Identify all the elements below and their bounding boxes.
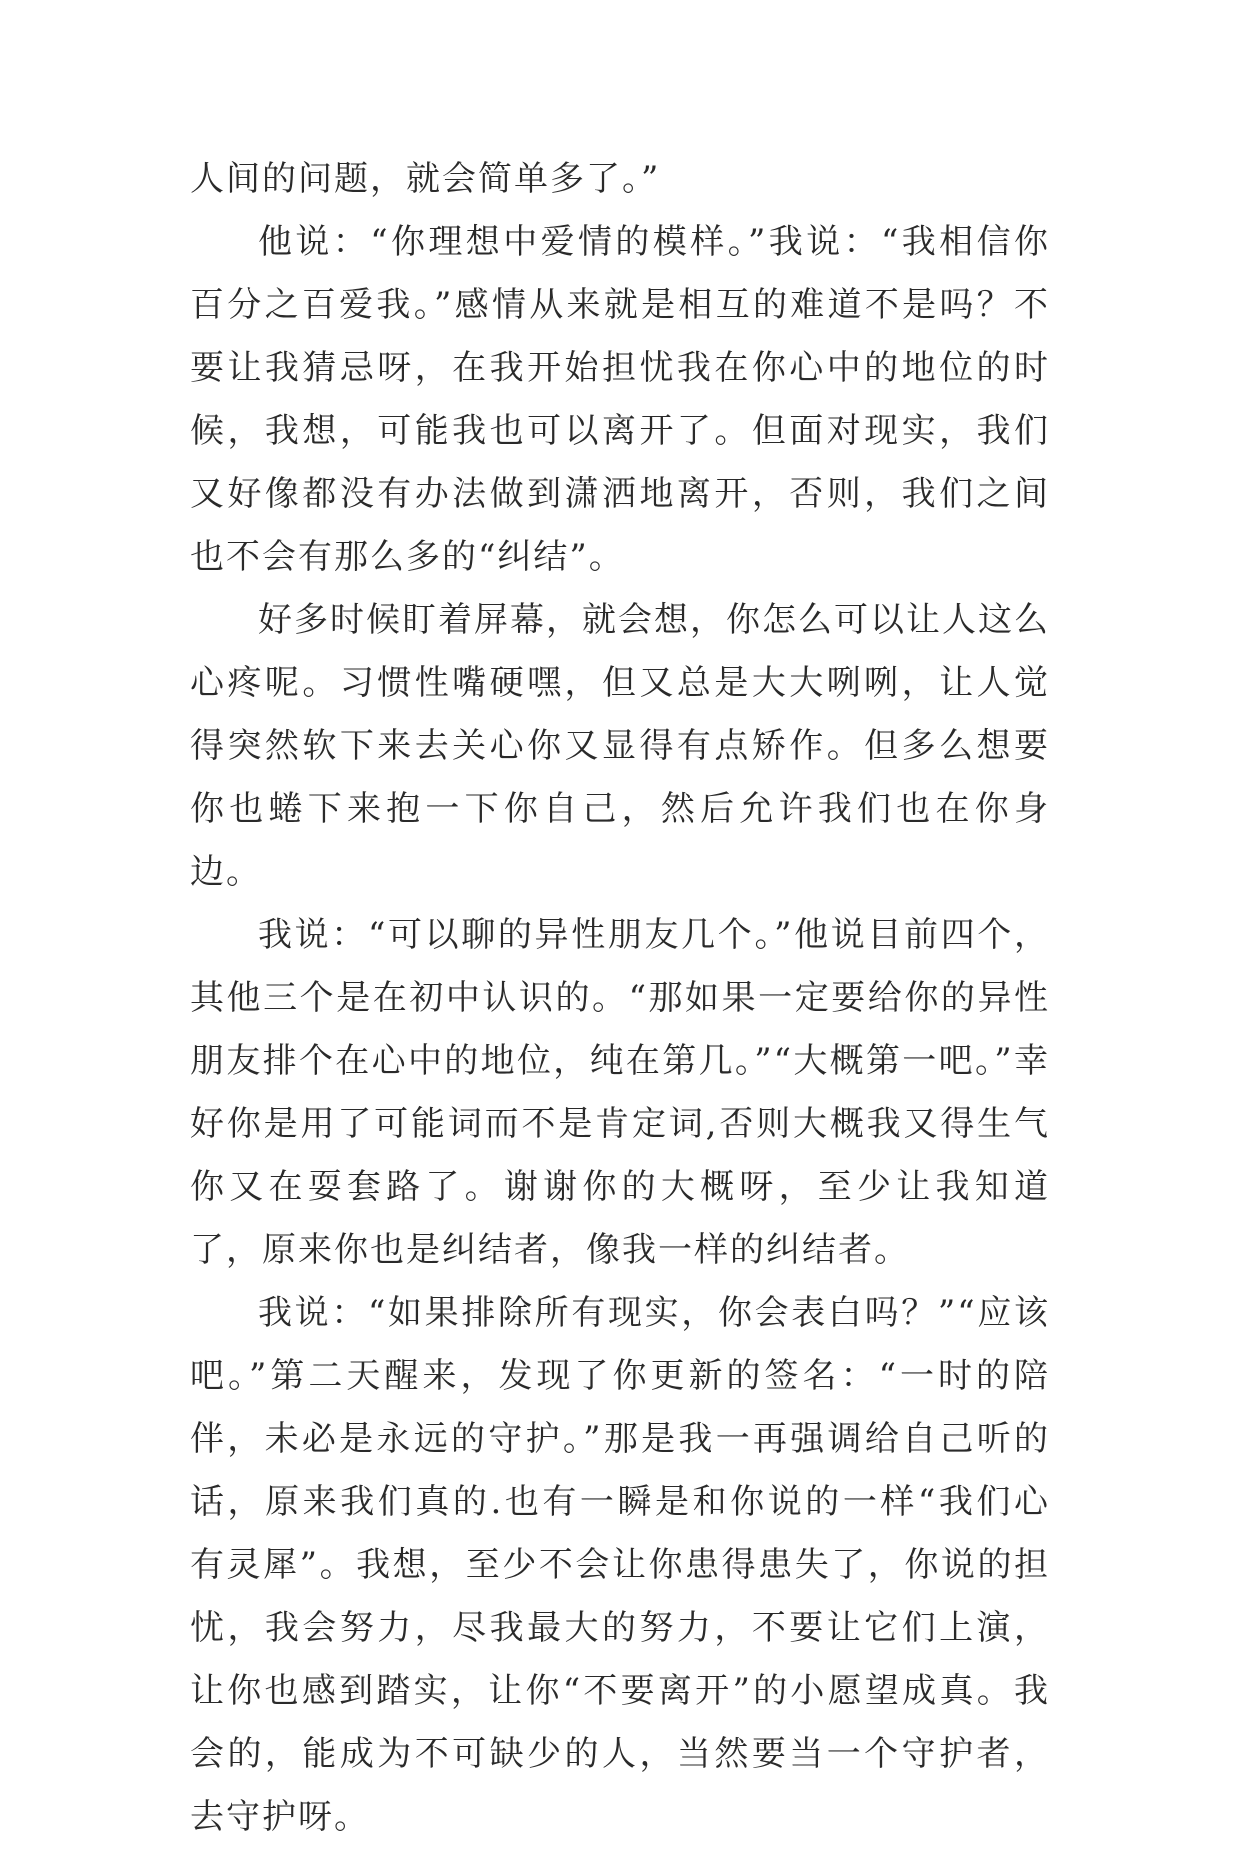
paragraph-4: 我说：“可以聊的异性朋友几个。”他说目前四个，其他三个是在初中认识的。“那如果一定要给你的异性朋友排个在心中的地位，纯在第几。”“大概第一吧。”幸好你是用了可能词而不是肯定词,否则大概我又得生气你又在耍套路了。谢谢你的大概呀，至少让我知道了，原来你也是纠结者，像我一样的纠结者。 (190, 915, 1050, 1270)
document-body (190, 148, 1050, 1849)
paragraph-3: 好多时候盯着屏幕，就会想，你怎么可以让人这么心疼呢。习惯性嘴硬嘿，但又总是大大咧咧，让人觉得突然软下来去关心你又显得有点矫作。但多么想要你也蜷下来抱一下你自己，然后允许我们也在你身边。 (190, 600, 1050, 892)
paragraph-5: 我说：“如果排除所有现实，你会表白吗？”“应该吧。”第二天醒来，发现了你更新的签名：“一时的陪伴，未必是永远的守护。”那是我一再强调给自己听的话，原来我们真的.也有一瞬是和你说的一样“我们心有灵犀”。我想，至少不会让你患得患失了，你说的担忧，我会努力，尽我最大的努力，不要让它们上演，让你也感到踏实，让你“不要离开”的小愿望成真。我会的，能成为不可缺少的人，当然要当一个守护者，去守护呀。 (190, 1293, 1050, 1837)
paragraph-1: 人间的问题，就会简单多了。” (190, 159, 661, 199)
paragraph-2: 他说：“你理想中爱情的模样。”我说：“我相信你百分之百爱我。”感情从来就是相互的难道不是吗？不要让我猜忌呀，在我开始担忧我在你心中的地位的时候，我想，可能我也可以离开了。但面对现实，我们又好像都没有办法做到潇洒地离开，否则，我们之间也不会有那么多的“纠结”。 (190, 222, 1050, 577)
